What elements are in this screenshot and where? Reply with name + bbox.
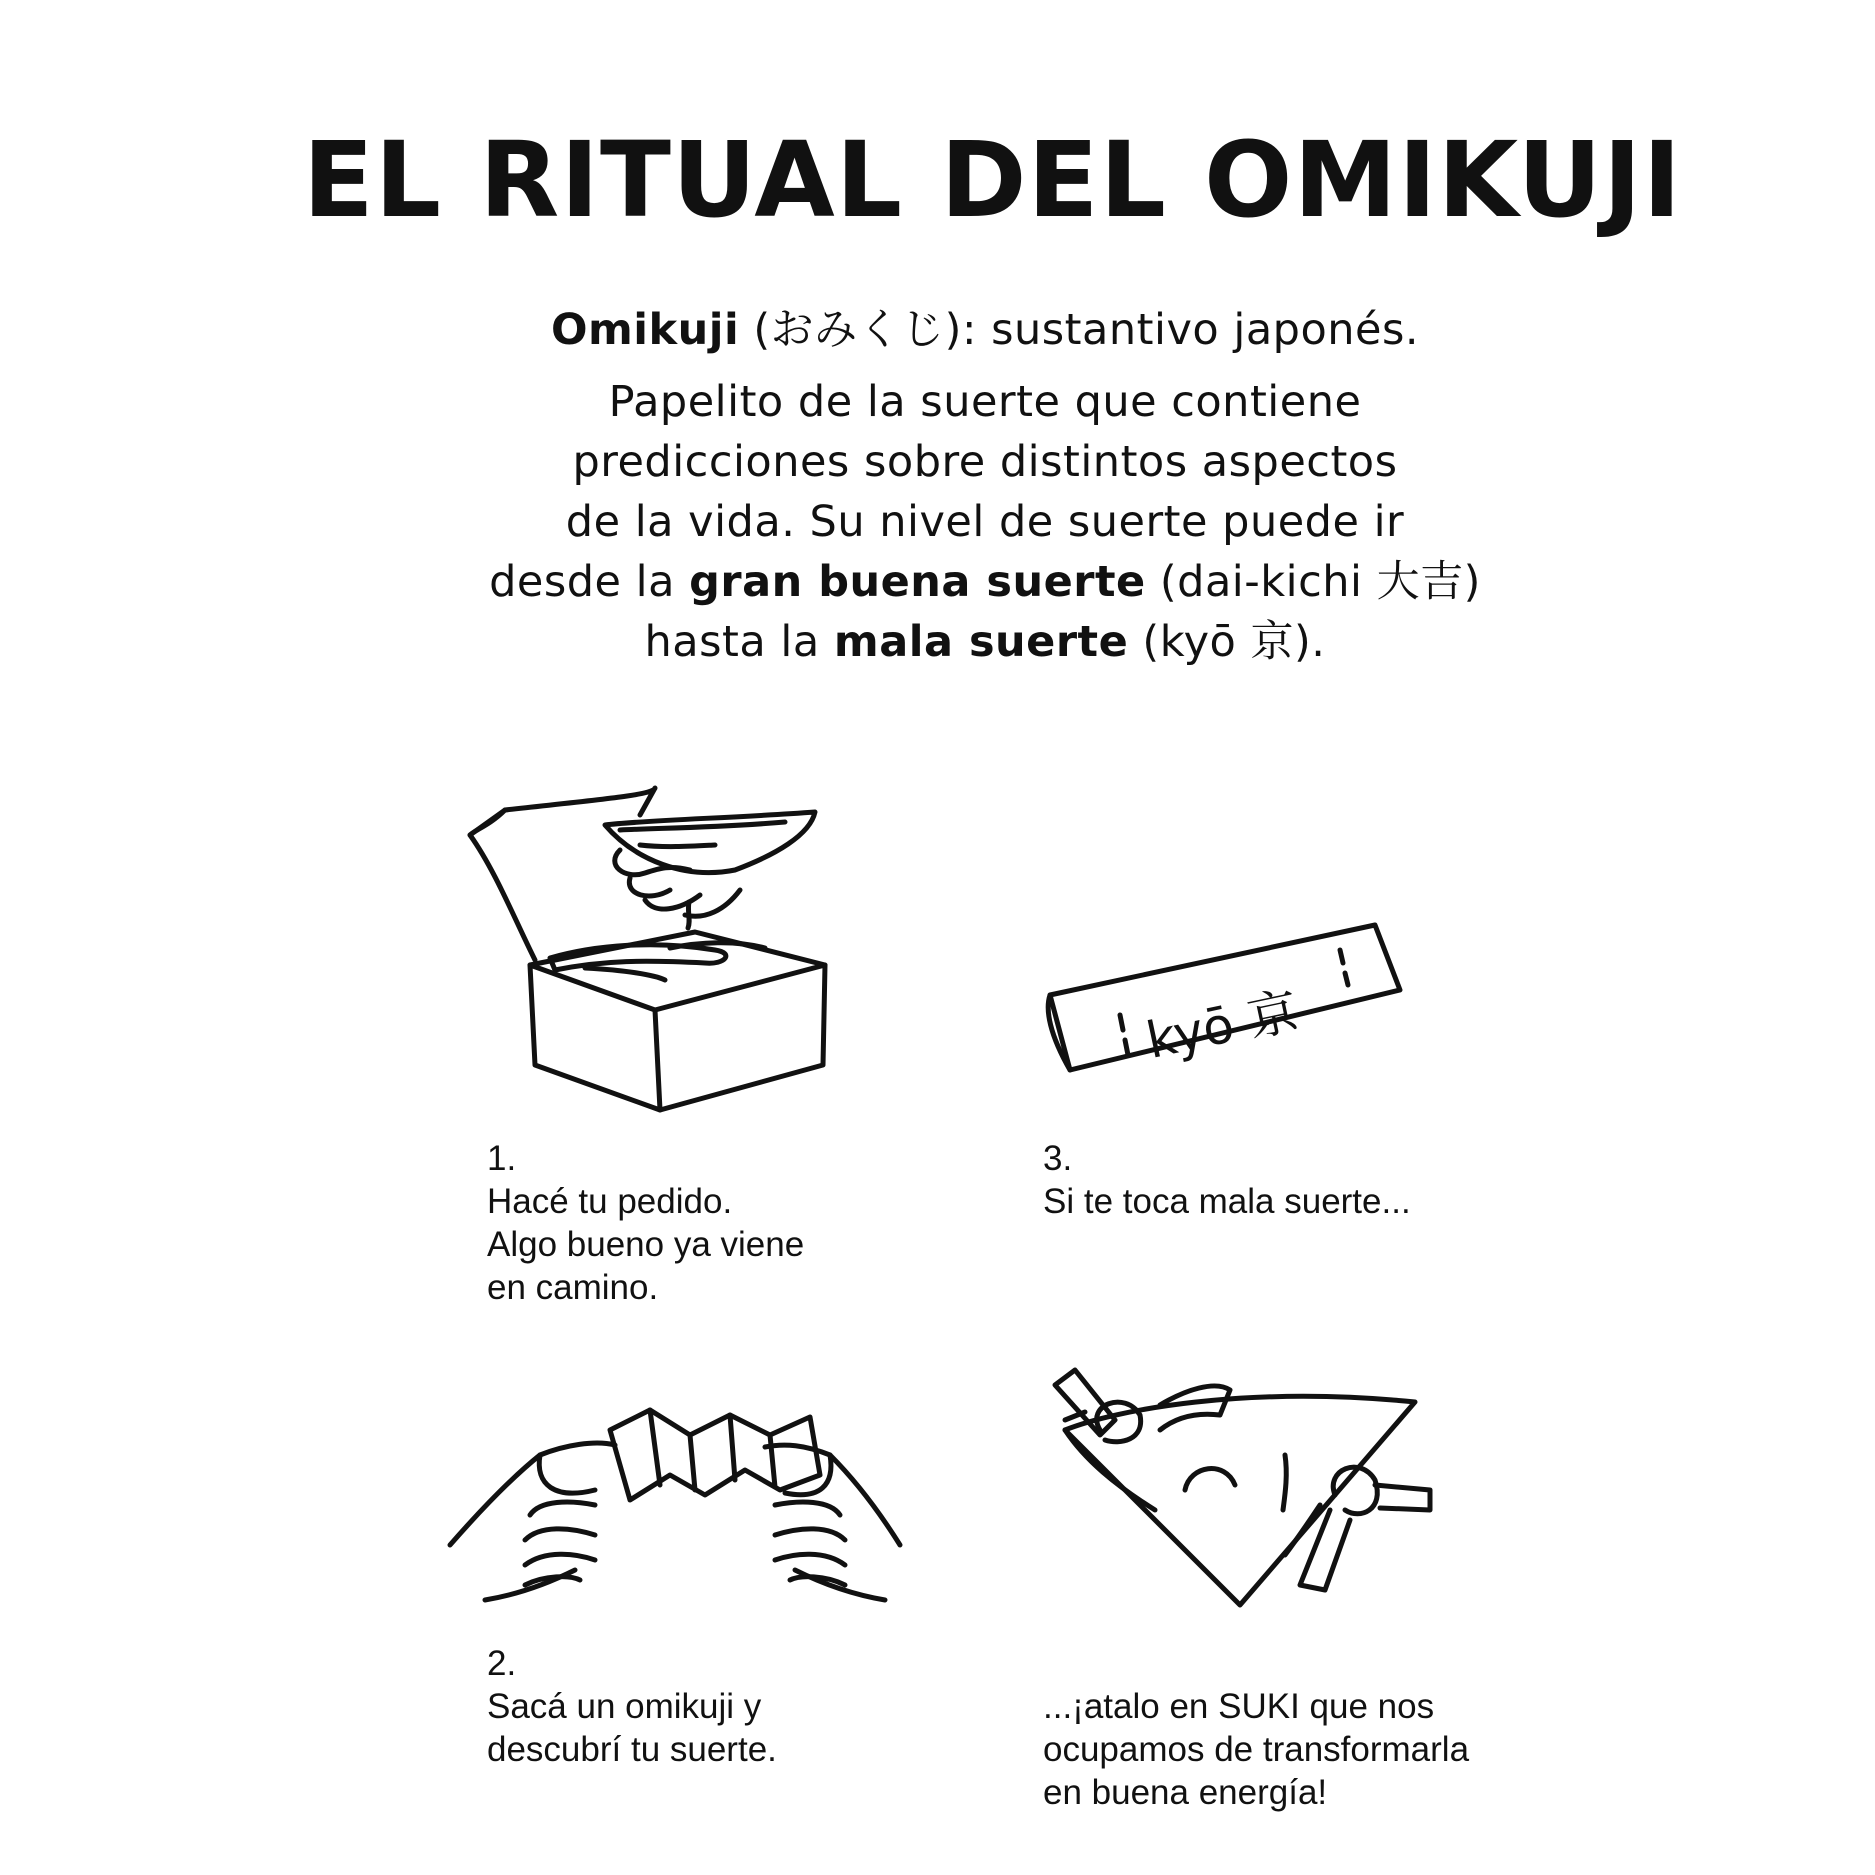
definition-line-3: predicciones sobre distintos aspectos — [572, 437, 1398, 487]
step-1 — [487, 1137, 804, 1309]
paper-strip-label: kyō 京 — [1141, 981, 1304, 1071]
definition-gran-buena-suerte: gran buena suerte — [689, 557, 1146, 607]
page-title: EL RITUAL DEL OMIKUJI — [302, 119, 1683, 241]
step-1-line-3: en camino. — [487, 1268, 659, 1307]
unfolding-paper-icon — [445, 1405, 905, 1615]
definition-block — [360, 300, 1610, 672]
definition-mala-suerte: mala suerte — [833, 617, 1129, 667]
definition-line-6-pre: hasta la — [644, 617, 834, 667]
step-4-line-1: ...¡atalo en SUKI que nos — [1043, 1687, 1435, 1726]
definition-line-6 — [360, 612, 1610, 672]
step-3-number: 3. — [1043, 1139, 1073, 1178]
definition-line-5-post: (dai-kichi 大吉) — [1145, 557, 1481, 607]
definition-line-5 — [360, 552, 1610, 612]
kyo-paper-strip-icon — [1045, 915, 1415, 1080]
definition-line-5-pre: desde la — [489, 557, 690, 607]
step-1-line-1: Hacé tu pedido. — [487, 1182, 733, 1221]
step-4-line-2: ocupamos de transformarla — [1043, 1730, 1470, 1769]
step-2-line-2: descubrí tu suerte. — [487, 1730, 777, 1769]
definition-line-4: de la vida. Su nivel de suerte puede ir — [565, 497, 1405, 547]
step-2-line-1: Sacá un omikuji y — [487, 1687, 762, 1726]
step-3 — [1043, 1137, 1411, 1223]
step-2-number: 2. — [487, 1644, 517, 1683]
step-2 — [487, 1642, 777, 1771]
definition-line-2: Papelito de la suerte que contiene — [608, 377, 1362, 427]
definition-line-6-post: (kyō 京). — [1128, 617, 1326, 667]
definition-term: Omikuji — [550, 305, 740, 355]
definition-pos: : sustantivo japonés. — [961, 305, 1420, 355]
definition-term-line — [360, 300, 1610, 360]
step-1-number: 1. — [487, 1139, 517, 1178]
tied-omikuji-icon — [1045, 1360, 1445, 1620]
omikuji-box-icon — [455, 770, 855, 1120]
step-4 — [1043, 1685, 1469, 1814]
definition-kana: (おみくじ) — [753, 305, 962, 355]
step-3-line-1: Si te toca mala suerte... — [1043, 1182, 1411, 1221]
step-4-line-3: en buena energía! — [1043, 1773, 1328, 1812]
step-1-line-2: Algo bueno ya viene — [487, 1225, 805, 1264]
